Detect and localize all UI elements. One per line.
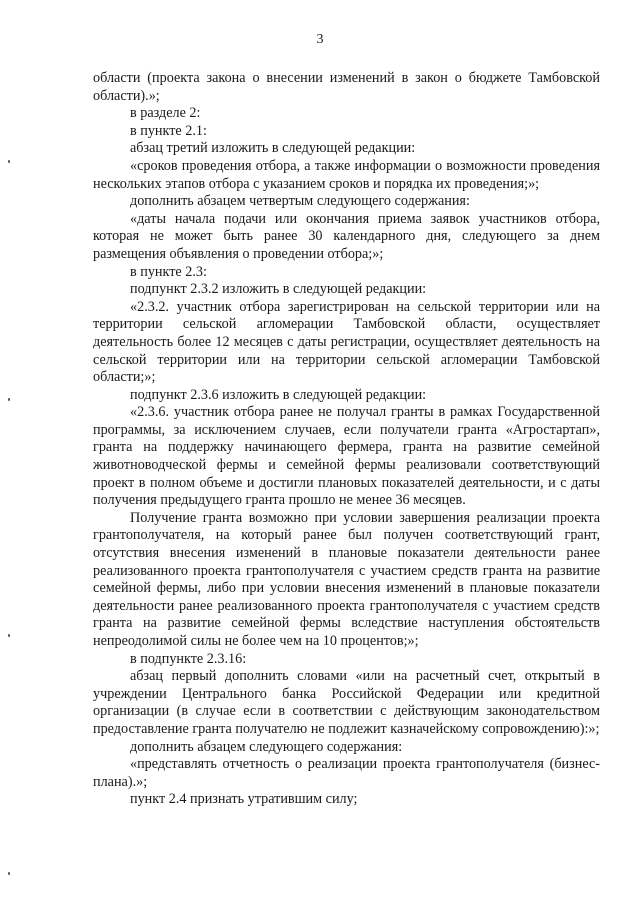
scan-mark bbox=[8, 872, 10, 875]
paragraph: в пункте 2.1: bbox=[130, 122, 207, 139]
paragraph: «2.3.6. участник отбора ранее не получал гранты в рамках Государственной программы, за исключением случаев, если получатели гранта «Агростартап», гранта на поддержку начинающего фермера, гранта на развитие семейной животноводческой фермы и семейной фермы реализовали соответствующий проект в полном объеме и достигли плановых показателей деятельности, и с даты получения предыдущего гранта прошло не менее 36 месяцев. bbox=[93, 404, 600, 509]
scan-mark bbox=[8, 398, 10, 401]
paragraph: дополнить абзацем следующего содержания: bbox=[130, 738, 403, 755]
paragraph: подпункт 2.3.2 изложить в следующей редакции: bbox=[130, 281, 427, 298]
scan-mark bbox=[8, 160, 10, 163]
paragraph: абзац первый дополнить словами «или на расчетный счет, открытый в учреждении Центрального банка Российской Федерации или кредитной организации (в случае если в соответствии с действующим законодательством предоставление гранта получателю не подлежит казначейскому сопровождению):»; bbox=[93, 668, 600, 737]
paragraph: «даты начала подачи или окончания приема заявок участников отбора, которая не может быть ранее 30 календарного дня, следующего за днем размещения объявления о проведении отбора;»; bbox=[93, 210, 600, 262]
paragraph: области (проекта закона о внесении изменений в закон о бюджете Тамбовской области).»; bbox=[93, 70, 600, 104]
paragraph: «2.3.2. участник отбора зарегистрирован на сельской территории или на территории сельской агломерации Тамбовской области, осуществляет деятельность более 12 месяцев с даты регистрации, осуществляет деятельность на сельской территории или на территории сельской агломерации Тамбовской области;»; bbox=[93, 298, 600, 386]
paragraph: в пункте 2.3: bbox=[130, 263, 207, 280]
scan-mark bbox=[8, 634, 10, 637]
paragraph: «представлять отчетность о реализации проекта грантополучателя (бизнес-плана).»; bbox=[93, 756, 600, 790]
paragraph: Получение гранта возможно при условии завершения реализации проекта грантополучателя, на который ранее был получен соответствующий грант, отсутствия внесения изменений в плановые показатели деятельности ранее реализованного проекта грантополучателя с участием средств гранта на развитие семейной фермы, либо при условии внесения изменений в плановые показатели деятельности ранее реализованного проекта грантополучателя с участием средств гранта на развитие семейной фермы вследствие наступления обстоятельств непреодолимой силы не более чем на 10 процентов;»; bbox=[93, 509, 600, 649]
paragraph: в разделе 2: bbox=[130, 105, 201, 122]
paragraph: пункт 2.4 признать утратившим силу; bbox=[130, 791, 358, 808]
document-body bbox=[93, 70, 600, 809]
page-number: 3 bbox=[316, 32, 324, 47]
paragraph: абзац третий изложить в следующей редакции: bbox=[130, 140, 416, 157]
paragraph: «сроков проведения отбора, а также информации о возможности проведения нескольких этапов отбора с указанием сроков и порядка их проведения;»; bbox=[93, 157, 600, 192]
paragraph: подпункт 2.3.6 изложить в следующей редакции: bbox=[130, 386, 427, 403]
paragraph: в подпункте 2.3.16: bbox=[130, 650, 247, 667]
paragraph: дополнить абзацем четвертым следующего содержания: bbox=[130, 193, 470, 210]
